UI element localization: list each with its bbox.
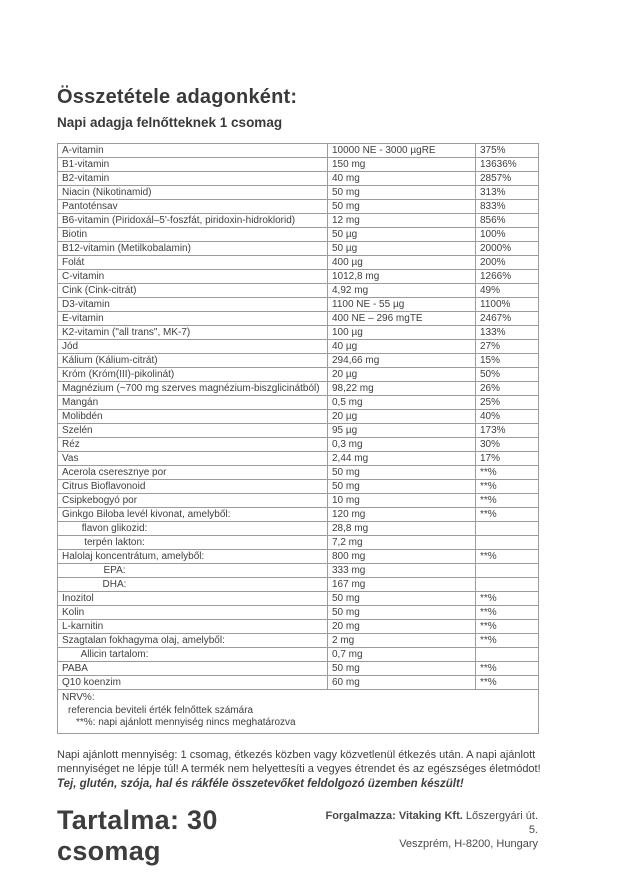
ingredient-name-cell: B12-vitamin (Metilkobalamin) [58,242,328,256]
amount-cell: 50 mg [328,466,476,480]
nrv-cell: 2467% [476,312,539,326]
table-row [58,424,539,438]
ingredient-name-cell: Jód [58,340,328,354]
table-row [58,214,539,228]
nrv-cell: **% [476,662,539,676]
amount-cell: 294,66 mg [328,354,476,368]
nrv-cell: **% [476,508,539,522]
table-subrow [58,536,539,550]
amount-cell: 0,5 mg [328,396,476,410]
page-subtitle: Napi adagja felnőtteknek 1 csomag [57,115,283,130]
ingredient-name-cell: Csipkebogyó por [58,494,328,508]
amount-cell: 0,7 mg [328,648,476,662]
table-row [58,508,539,522]
ingredient-name-cell: B2-vitamin [58,172,328,186]
amount-cell: 4,92 mg [328,284,476,298]
nutrition-table [57,143,539,734]
table-row [58,634,539,648]
ingredient-sub-label: EPA: [103,565,126,576]
allergen-note: Tej, glutén, szója, hal és rákféle összetevőket feldolgozó üzemben készült! [57,777,464,790]
nrv-cell: **% [476,592,539,606]
table-row [58,354,539,368]
amount-cell: 10000 NE - 3000 µgRE [328,144,476,158]
ingredient-name-cell: Q10 koenzim [58,676,328,690]
amount-cell: 167 mg [328,578,476,592]
ingredient-name-cell: B1-vitamin [58,158,328,172]
nrv-cell: 40% [476,410,539,424]
table-row [58,592,539,606]
ingredient-name-cell [58,564,328,578]
ingredient-name-cell: Acerola cseresznye por [58,466,328,480]
table-row [58,312,539,326]
nrv-cell: 26% [476,382,539,396]
ingredient-name-cell: Pantoténsav [58,200,328,214]
nrv-cell [476,522,539,536]
nrv-cell: 100% [476,228,539,242]
table-row [58,200,539,214]
nrv-cell: **% [476,550,539,564]
distributor-city: Veszprém, H-8200, Hungary [399,837,538,850]
ingredient-name-cell: C-vitamin [58,270,328,284]
nrv-cell: **% [476,494,539,508]
table-subrow [58,522,539,536]
ingredient-name-cell: Inozitol [58,592,328,606]
nrv-cell: 49% [476,284,539,298]
table-row [58,340,539,354]
amount-cell: 0,3 mg [328,438,476,452]
ingredient-name-cell: Kolin [58,606,328,620]
amount-cell: 20 µg [328,410,476,424]
table-row [58,466,539,480]
nrv-cell [476,578,539,592]
amount-cell: 95 µg [328,424,476,438]
nrv-cell: **% [476,606,539,620]
amount-cell: 50 mg [328,480,476,494]
table-row [58,480,539,494]
nrv-cell [476,648,539,662]
amount-cell: 40 µg [328,340,476,354]
amount-cell: 50 mg [328,592,476,606]
table-row [58,676,539,690]
nrv-cell: 30% [476,438,539,452]
amount-cell: 1012,8 mg [328,270,476,284]
distributor-street: Lőszergyári út. 5. [462,809,538,836]
amount-cell: 400 µg [328,256,476,270]
ingredient-sub-label: DHA: [102,579,127,590]
amount-cell: 20 µg [328,368,476,382]
nrv-cell: **% [476,676,539,690]
ingredient-name-cell: Kálium (Kálium-citrát) [58,354,328,368]
nrv-cell: 27% [476,340,539,354]
table-row [58,172,539,186]
nrv-cell: 173% [476,424,539,438]
notes-section [57,748,549,791]
ingredient-name-cell: Szagtalan fokhagyma olaj, amelyből: [58,634,328,648]
nrv-cell: 17% [476,452,539,466]
amount-cell: 10 mg [328,494,476,508]
ingredient-name-cell: Niacin (Nikotinamid) [58,186,328,200]
table-subrow [58,564,539,578]
ingredient-name-cell: Mangán [58,396,328,410]
nrv-cell: 856% [476,214,539,228]
nrv-cell: 15% [476,354,539,368]
ingredient-name-cell [58,536,328,550]
amount-cell: 2,44 mg [328,452,476,466]
table-subrow [58,648,539,662]
amount-cell: 333 mg [328,564,476,578]
nrv-cell: 50% [476,368,539,382]
amount-cell: 50 mg [328,186,476,200]
table-row [58,144,539,158]
ingredient-name-cell [58,648,328,662]
ingredient-sub-label: Allicin tartalom: [80,649,149,660]
distributor-name: Forgalmazza: Vitaking Kft. [325,809,463,822]
ingredient-name-cell: Halolaj koncentrátum, amelyből: [58,550,328,564]
table-row [58,410,539,424]
ingredient-name-cell: B6-vitamin (Piridoxál–5'-foszfát, piridoxin-hidroklorid) [58,214,328,228]
ingredient-sub-label: terpén lakton: [84,537,145,548]
table-row [58,326,539,340]
amount-cell: 28,8 mg [328,522,476,536]
ingredient-name-cell: Cink (Cink-citrát) [58,284,328,298]
amount-cell: 1100 NE - 55 µg [328,298,476,312]
amount-cell: 50 mg [328,606,476,620]
dosage-note: Napi ajánlott mennyiség: 1 csomag, étkezés közben vagy közvetlenül étkezés után. A napi ajánlott mennyiséget ne lépje túl! A termék nem helyettesíti a vegyes étrendet és az egészséges életmódot! [57,748,541,775]
nrv-cell: **% [476,620,539,634]
nrv-cell: 133% [476,326,539,340]
nrv-cell: 1100% [476,298,539,312]
table-subrow [58,578,539,592]
amount-cell: 800 mg [328,550,476,564]
amount-cell: 50 mg [328,200,476,214]
ingredient-name-cell: Króm (Króm(III)-pikolinát) [58,368,328,382]
table-footnotes-row [58,690,539,734]
table-row [58,620,539,634]
nrv-cell: 200% [476,256,539,270]
nrv-cell: 13636% [476,158,539,172]
amount-cell: 60 mg [328,676,476,690]
table-row [58,158,539,172]
table-row [58,256,539,270]
table-row [58,228,539,242]
table-row [58,242,539,256]
amount-cell: 98,22 mg [328,382,476,396]
amount-cell: 2 mg [328,634,476,648]
amount-cell: 20 mg [328,620,476,634]
ingredient-name-cell: Citrus Bioflavonoid [58,480,328,494]
ingredient-name-cell [58,522,328,536]
table-row [58,438,539,452]
amount-cell: 50 µg [328,228,476,242]
amount-cell: 40 mg [328,172,476,186]
ingredient-name-cell: A-vitamin [58,144,328,158]
amount-cell: 100 µg [328,326,476,340]
table-row [58,452,539,466]
table-row [58,550,539,564]
nrv-cell [476,564,539,578]
nrv-cell: **% [476,634,539,648]
nrv-cell [476,536,539,550]
bottom-section [57,805,538,867]
amount-cell: 120 mg [328,508,476,522]
table-row [58,368,539,382]
ingredient-name-cell: Molibdén [58,410,328,424]
nrv-cell: 313% [476,186,539,200]
contents-count: Tartalma: 30 csomag [57,804,218,866]
nrv-cell: 833% [476,200,539,214]
nrv-cell: 375% [476,144,539,158]
ingredient-name-cell: PABA [58,662,328,676]
table-row [58,298,539,312]
ingredient-name-cell: Biotin [58,228,328,242]
table-row [58,382,539,396]
ingredient-name-cell: Szelén [58,424,328,438]
distributor-block [321,805,539,851]
table-row [58,494,539,508]
amount-cell: 50 mg [328,662,476,676]
ingredient-name-cell: D3-vitamin [58,298,328,312]
table-row [58,662,539,676]
nrv-cell: 25% [476,396,539,410]
table-row [58,270,539,284]
table-row [58,396,539,410]
amount-cell: 7,2 mg [328,536,476,550]
table-row [58,186,539,200]
nrv-cell: **% [476,466,539,480]
nrv-footnote-title: NRV%: [62,692,95,703]
nrv-cell: 1266% [476,270,539,284]
ingredient-name-cell: Folát [58,256,328,270]
ingredient-name-cell: L-karnitin [58,620,328,634]
nrv-cell: 2000% [476,242,539,256]
nrv-footnote-reference: referencia beviteli érték felnőttek számára [68,704,254,716]
amount-cell: 400 NE – 296 mgTE [328,312,476,326]
table-row [58,284,539,298]
amount-cell: 150 mg [328,158,476,172]
table-row [58,606,539,620]
amount-cell: 50 µg [328,242,476,256]
ingredient-name-cell: K2-vitamin ("all trans", MK-7) [58,326,328,340]
ingredient-name-cell: E-vitamin [58,312,328,326]
amount-cell: 12 mg [328,214,476,228]
ingredient-name-cell: Réz [58,438,328,452]
ingredient-name-cell: Ginkgo Biloba levél kivonat, amelyből: [58,508,328,522]
ingredient-sub-label: flavon glikozid: [81,523,148,534]
ingredient-name-cell: Vas [58,452,328,466]
nrv-cell: **% [476,480,539,494]
ingredient-name-cell: Magnézium (~700 mg szerves magnézium-biszglicinátból) [58,382,328,396]
table-footnotes-cell [58,690,539,734]
page-title: Összetétele adagonként: [57,86,298,108]
nrv-footnote-undetermined: **%: napi ajánlott mennyiség nincs meghatározva [76,717,296,728]
nrv-cell: 2857% [476,172,539,186]
ingredient-name-cell [58,578,328,592]
